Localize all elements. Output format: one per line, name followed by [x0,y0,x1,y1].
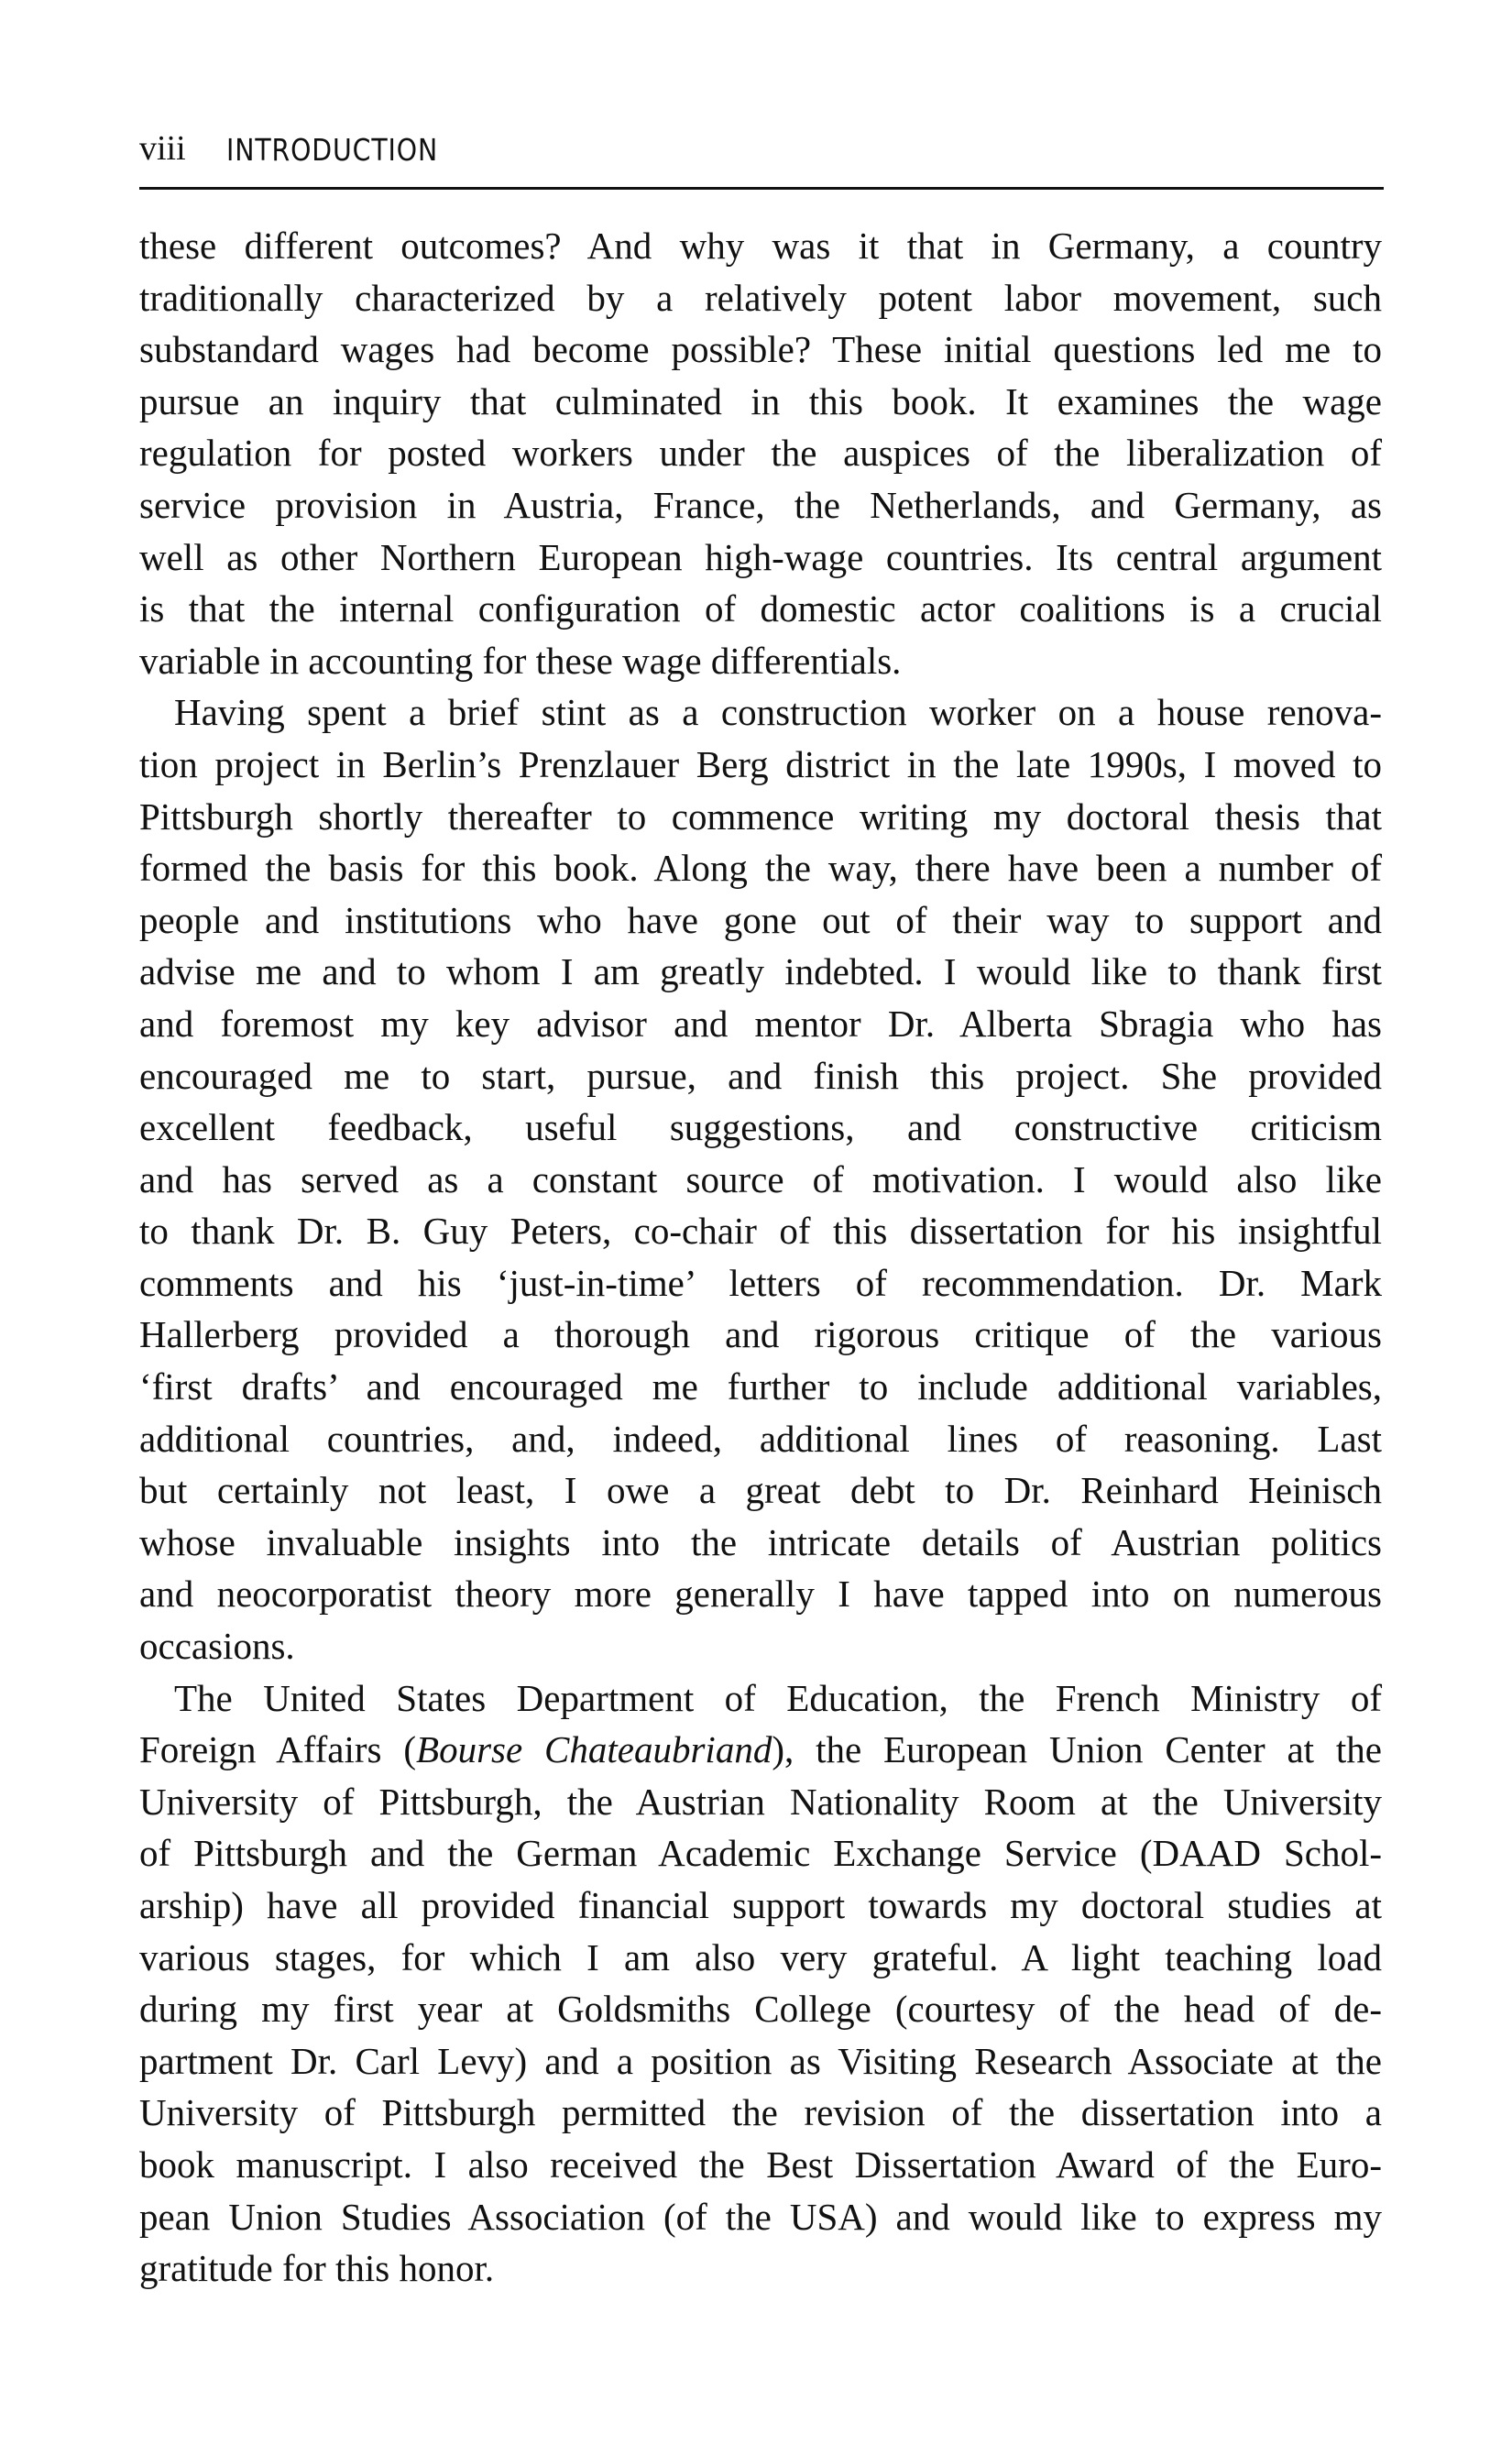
text-line: Hallerberg provided a thorough and rigorous critique of the various [139,1313,1382,1356]
text-line: University of Pittsburgh, the Austrian Nationality Room at the University [139,1780,1382,1823]
text-line: encouraged me to start, pursue, and finish this project. She provided [139,1054,1382,1097]
text-line: people and institutions who have gone out of their way to support and [139,898,1382,941]
italic-title: Bourse Chateaubriand [416,1728,772,1771]
text-line: Having spent a brief stint as a construction worker on a house renova- [174,691,1382,734]
text-line: gratitude for this honor. [139,2247,495,2290]
text-line: comments and his ‘just-in-time’ letters of recommendation. Dr. Mark [139,1261,1382,1304]
text-line: these different outcomes? And why was it that in Germany, a country [139,225,1382,267]
text-line: of Pittsburgh and the German Academic Exchange Service (DAAD Schol- [139,1832,1382,1875]
paragraph [139,686,1382,1671]
text-line: traditionally characterized by a relatively potent labor movement, such [139,276,1382,319]
page-number: viii [139,129,186,168]
text-line: University of Pittsburgh permitted the revision of the dissertation into a [139,2091,1382,2134]
text-line: occasions. [139,1625,295,1668]
text-line: regulation for posted workers under the auspices of the liberalization of [139,432,1382,475]
body-text [139,220,1382,2295]
text-line: Pittsburgh shortly thereafter to commence writing my doctoral thesis that [139,795,1382,838]
text-line: partment Dr. Carl Levy) and a position as Visiting Research Associate at the [139,2039,1382,2082]
text-line: additional countries, and, indeed, additional lines of reasoning. Last [139,1417,1382,1460]
text-line: to thank Dr. B. Guy Peters, co-chair of this dissertation for his insightful [139,1210,1382,1253]
text-line: and neocorporatist theory more generally I have tapped into on numerous [139,1573,1382,1616]
text-line: well as other Northern European high-wage countries. Its central argument [139,535,1382,578]
text-line: but certainly not least, I owe a great debt to Dr. Reinhard Heinisch [139,1469,1382,1512]
text-line: tion project in Berlin’s Prenzlauer Berg district in the late 1990s, I moved to [139,742,1382,785]
paragraph [139,220,1382,686]
text-line: variable in accounting for these wage differentials. [139,639,902,682]
running-head [139,130,1384,167]
text-line: during my first year at Goldsmiths College (courtesy of the head of de- [139,1988,1382,2031]
text-line: pursue an inquiry that culminated in this book. It examines the wage [139,379,1382,422]
text-line: ‘first drafts’ and encouraged me further to include additional variables, [139,1365,1382,1408]
text-line: book manuscript. I also received the Best Dissertation Award of the Euro- [139,2143,1382,2186]
header-rule [139,187,1384,190]
paragraph [139,1672,1382,2295]
chapter-title: INTRODUCTION [226,132,439,168]
text-line: and foremost my key advisor and mentor Dr. Alberta Sbragia who has [139,1002,1382,1045]
text-line: service provision in Austria, France, the Netherlands, and Germany, as [139,483,1382,526]
text-line: whose invaluable insights into the intricate details of Austrian politics [139,1520,1382,1563]
text-line: formed the basis for this book. Along the way, there have been a number of [139,847,1382,890]
text-line: and has served as a constant source of motivation. I would also like [139,1157,1382,1200]
text-line: excellent feedback, useful suggestions, and constructive criticism [139,1106,1382,1149]
text-line: substandard wages had become possible? These initial questions led me to [139,328,1382,371]
text-line: is that the internal configuration of domestic actor coalitions is a crucial [139,587,1382,630]
text-line: advise me and to whom I am greatly indebted. I would like to thank first [139,950,1382,993]
text-line: various stages, for which I am also very grateful. A light teaching load [139,1935,1382,1978]
text-line: Foreign Affairs (Bourse Chateaubriand), the European Union Center at the [139,1728,1383,1771]
text-line: The United States Department of Education, the French Ministry of [174,1676,1382,1719]
text-line: pean Union Studies Association (of the USA) and would like to express my [139,2195,1382,2238]
text-line: arship) have all provided financial support towards my doctoral studies at [139,1884,1382,1926]
